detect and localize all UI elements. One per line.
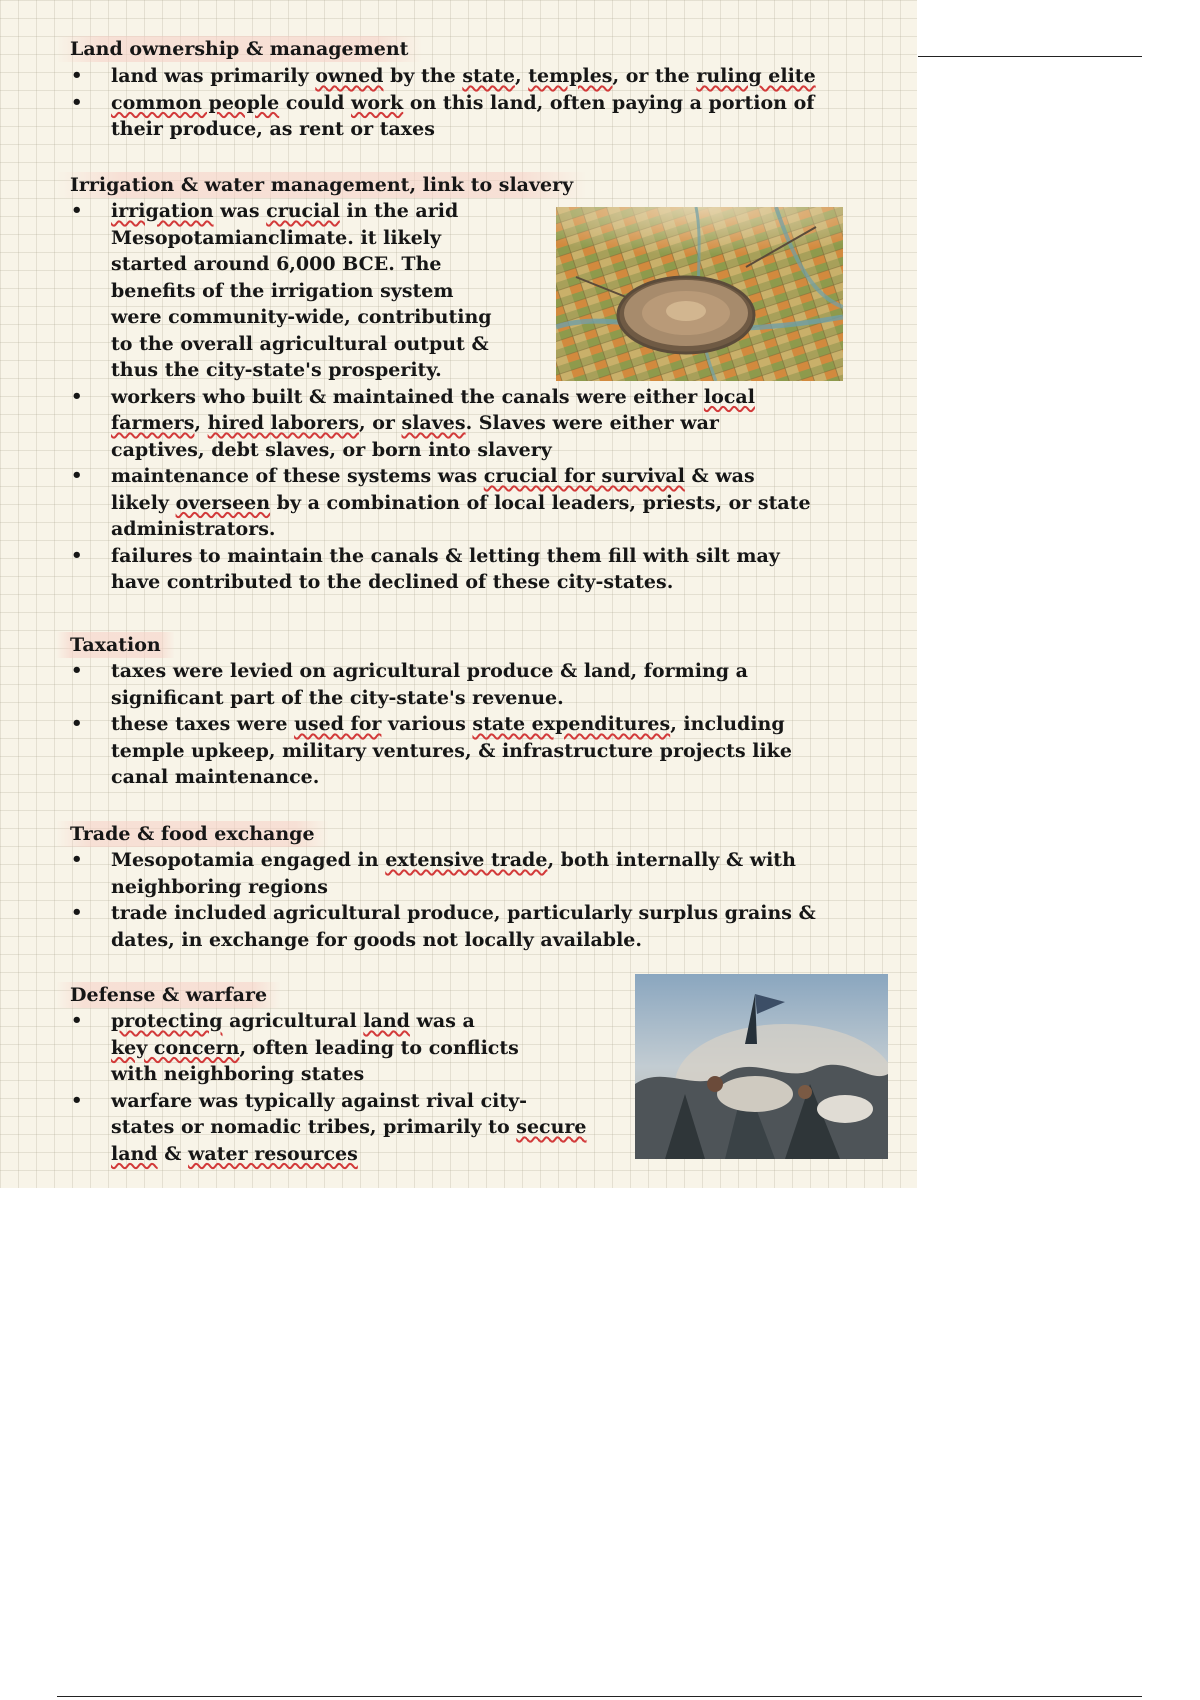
text-run: benefits of the irrigation system (111, 279, 454, 302)
text-run: administrators. (111, 518, 276, 540)
text-run: significant part of the city-state's revenue. (111, 686, 564, 709)
bullet-item (0, 711, 792, 791)
text-run: to the overall agricultural output & (111, 332, 489, 355)
text-run: failures to maintain the canals & letting them fill with silt may (111, 544, 780, 567)
text-line (111, 658, 792, 685)
text-line (111, 900, 816, 927)
battle-warfare-painting (635, 974, 888, 1159)
underlined-term: crucial for survival (483, 465, 685, 487)
bullet-item (0, 63, 816, 90)
underlined-term: owned (315, 65, 384, 87)
text-run: neighboring regions (111, 875, 328, 898)
bullet-item (0, 847, 816, 900)
bottom-rule-line (57, 1696, 1142, 1697)
text-run: by the (383, 65, 463, 87)
section-heading: Trade & food exchange (56, 821, 329, 847)
underlined-term: used for (294, 713, 382, 735)
text-run: agricultural (222, 1010, 364, 1032)
bullet-item (0, 900, 816, 953)
text-run: various (381, 713, 473, 735)
text-run: taxes were levied on agricultural produce & land, forming a (111, 660, 748, 682)
underlined-term: common people (111, 91, 280, 114)
text-run: , (194, 412, 208, 434)
text-run: in the arid (339, 200, 459, 222)
bullet-list (0, 63, 816, 143)
text-line (111, 847, 816, 874)
text-run: . Slaves were either war (465, 412, 719, 434)
text-line (111, 927, 816, 954)
underlined-term: crucial (266, 200, 340, 222)
bullet-item (0, 90, 816, 143)
bullet-item (0, 463, 811, 543)
text-run: was (213, 200, 267, 222)
text-line (111, 384, 811, 411)
underlined-term: land (363, 1010, 410, 1032)
text-run: these taxes were (111, 713, 295, 735)
text-line (111, 685, 792, 712)
text-line (111, 1008, 587, 1035)
text-run: dates, in exchange for goods not locally available. (111, 928, 642, 951)
underlined-term: state (462, 65, 515, 87)
text-run: & was (684, 465, 755, 487)
text-run: canal maintenance. (111, 766, 320, 788)
bullet-item (0, 543, 811, 596)
text-run: started around 6,000 BCE. The (111, 253, 442, 275)
text-run: , often leading to conflicts (239, 1036, 519, 1059)
bullet-item (0, 658, 792, 711)
text-run: , both internally & with (547, 849, 796, 871)
text-run: land was primarily (111, 65, 316, 87)
text-run: could (279, 91, 351, 114)
text-line (111, 116, 816, 143)
text-run: states or nomadic tribes, primarily to (111, 1116, 517, 1138)
underlined-term: overseen (175, 491, 271, 514)
top-rule-line (918, 56, 1142, 57)
text-line (111, 410, 811, 437)
text-run: were community-wide, contributing (111, 306, 492, 328)
bullet-item (0, 384, 811, 464)
text-run: captives, debt slaves, or born into slavery (111, 438, 552, 461)
text-line (111, 874, 816, 901)
text-run: was a (409, 1010, 475, 1032)
text-line (111, 516, 811, 543)
aerial-city-irrigation-illustration (556, 207, 843, 381)
text-run: Mesopotamia engaged in (111, 849, 386, 871)
text-line (111, 764, 792, 791)
text-line (111, 543, 811, 570)
text-run: thus the city-state's prosperity. (111, 359, 442, 381)
underlined-term: irrigation (111, 200, 214, 222)
section-heading: Defense & warfare (56, 982, 281, 1008)
text-run: Mesopotamianclimate. it likely (111, 226, 442, 249)
bullet-item (0, 1008, 587, 1088)
section-heading: Land ownership & management (56, 36, 422, 62)
text-run: maintenance of these systems was (111, 465, 484, 487)
text-line (111, 1114, 587, 1141)
text-run: , or the (612, 65, 697, 87)
text-run: with neighboring states (111, 1063, 365, 1085)
text-line (111, 711, 792, 738)
text-run: likely (111, 491, 176, 514)
text-run: have contributed to the declined of these city-states. (111, 571, 674, 593)
text-run: on this land, often paying a portion of (403, 91, 815, 114)
text-line (111, 437, 811, 464)
bullet-item (0, 1088, 587, 1168)
section-heading: Taxation (56, 632, 175, 658)
text-line (111, 90, 816, 117)
text-run: their produce, as rent or taxes (111, 118, 435, 140)
text-line (111, 1061, 587, 1088)
underlined-term: water resources (188, 1142, 358, 1165)
underlined-term: work (351, 91, 404, 114)
text-run: , (514, 65, 529, 87)
text-run: by a combination of local leaders, priests, or state (270, 491, 811, 514)
underlined-term: extensive trade (385, 849, 548, 871)
underlined-term: land (111, 1142, 158, 1165)
text-run: trade included agricultural produce, particularly surplus grains & (111, 902, 816, 924)
underlined-term: local (703, 385, 755, 408)
bullet-list (0, 658, 792, 791)
text-line (111, 490, 811, 517)
text-run: , or (358, 412, 402, 434)
text-line (111, 1035, 587, 1062)
underlined-term: temples (528, 65, 613, 87)
bullet-list (0, 847, 816, 953)
underlined-term: ruling elite (696, 65, 816, 87)
text-line (111, 63, 816, 90)
underlined-term: hired laborers (207, 412, 359, 434)
underlined-term: state expenditures (472, 713, 671, 735)
text-line (111, 1088, 587, 1115)
underlined-term: farmers (111, 412, 195, 434)
underlined-term: key concern (111, 1036, 240, 1059)
text-line (111, 738, 792, 765)
text-run: workers who built & maintained the canals were either (111, 385, 704, 408)
underlined-term: secure (516, 1116, 587, 1138)
text-line (111, 463, 811, 490)
text-run: , including (670, 713, 785, 735)
text-line (111, 569, 811, 596)
text-line (111, 1141, 587, 1168)
bullet-list (0, 1008, 587, 1167)
text-run: warfare was typically against rival city- (111, 1089, 528, 1112)
text-run: & (157, 1142, 189, 1165)
underlined-term: slaves (401, 412, 466, 434)
section-heading: Irrigation & water management, link to slavery (56, 172, 587, 198)
text-run: temple upkeep, military ventures, & infrastructure projects like (111, 739, 792, 762)
underlined-term: protecting (111, 1010, 223, 1032)
